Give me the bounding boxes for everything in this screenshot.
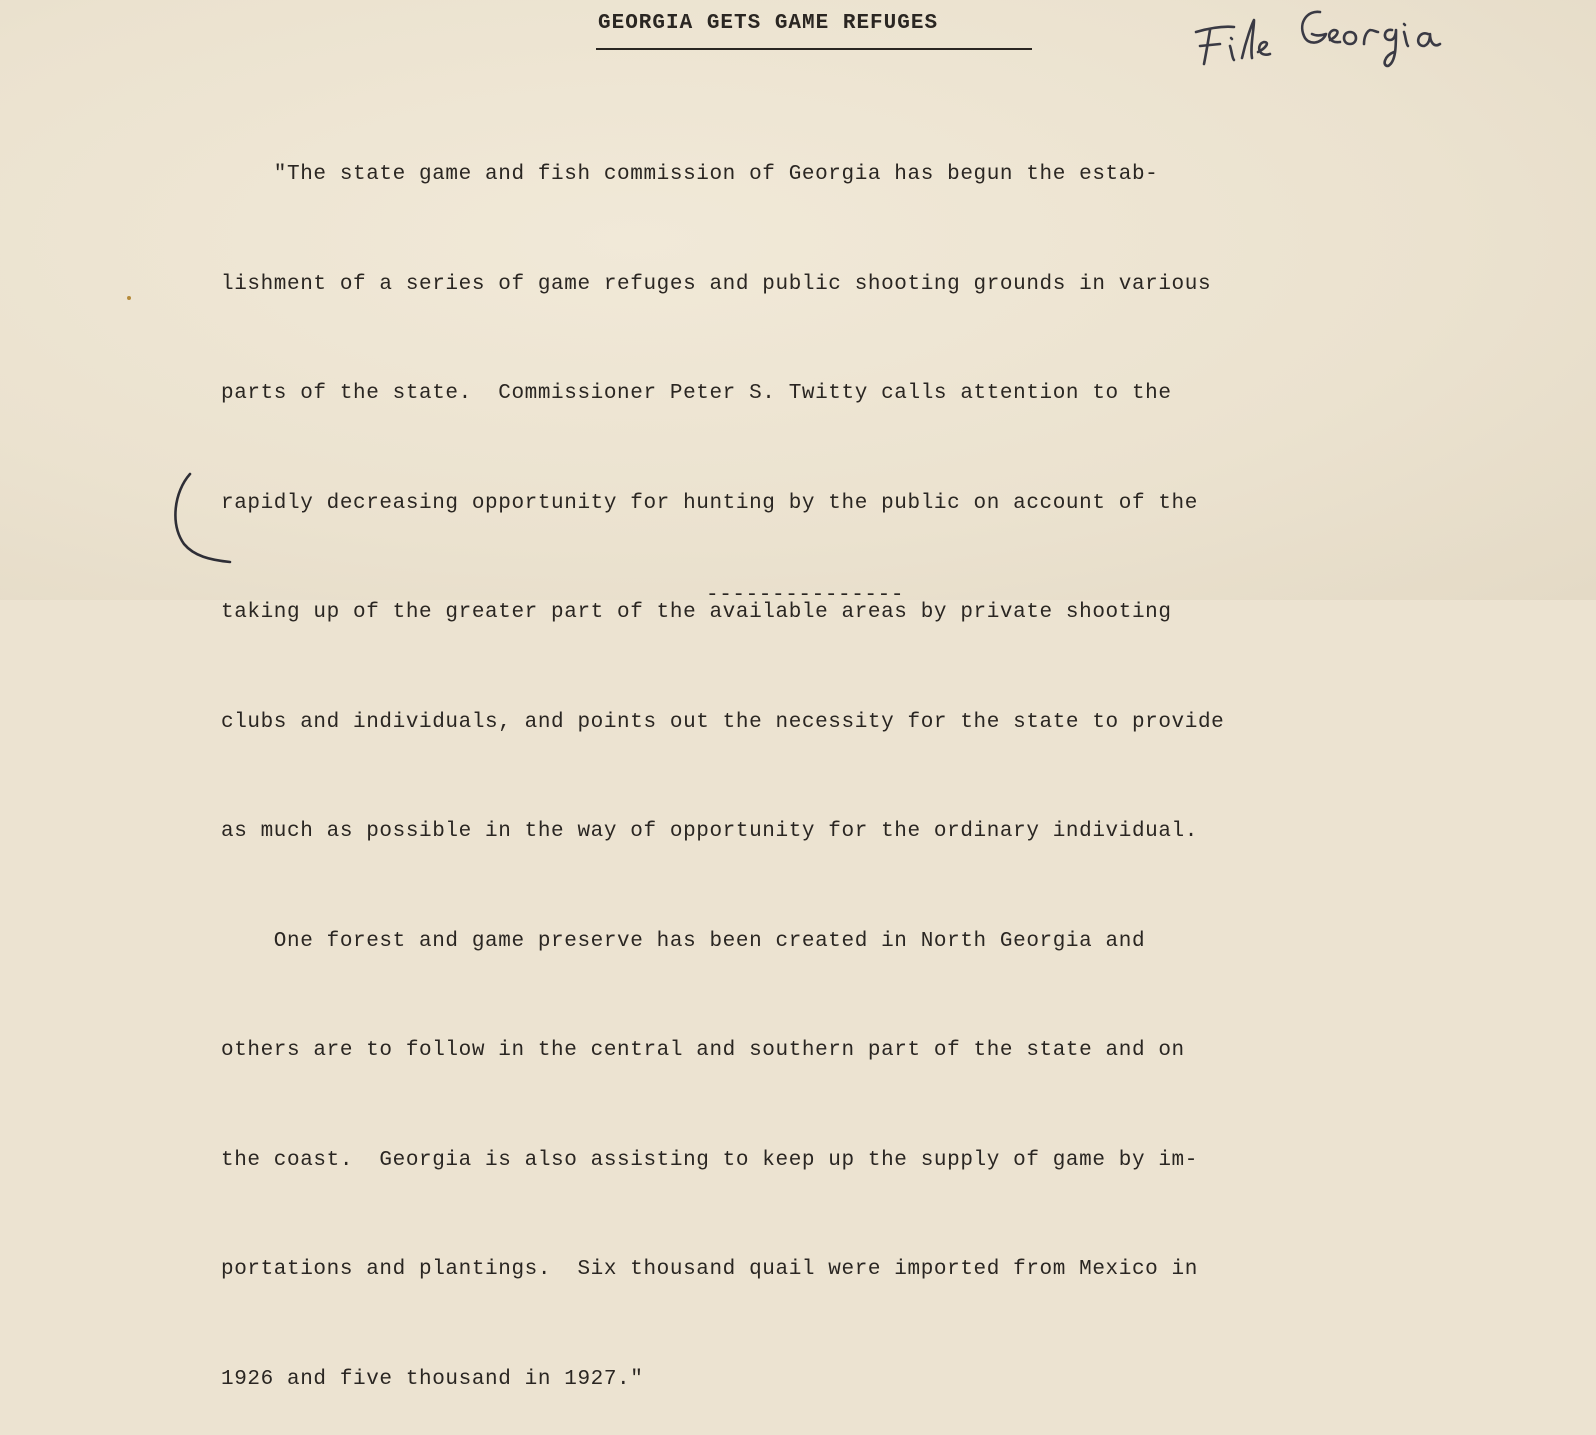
body-line: portations and plantings. Six thousand quail were imported from Mexico in [221,1258,1198,1281]
handwritten-note [1190,0,1510,82]
document-title: GEORGIA GETS GAME REFUGES [598,12,939,35]
body-line: lishment of a series of game refuges and public shooting grounds in various [221,272,1212,296]
body-line: as much as possible in the way of opportunity for the ordinary individual. [221,820,1198,843]
body-line: parts of the state. Commissioner Peter S. Twitty calls attention to the [221,382,1172,405]
body-line: clubs and individuals, and points out the necessity for the state to provide [221,710,1225,734]
body-line: taking up of the greater part of the available areas by private shooting [221,601,1172,624]
body-line: 1926 and five thousand in 1927." [221,1367,644,1391]
section-separator: --------------- [706,584,905,607]
handwritten-bracket [168,470,248,570]
title-underline [596,48,1032,50]
body-line: "The state game and fish commission of Georgia has begun the estab- [221,163,1159,186]
body-text [221,84,1224,1435]
body-line: the coast. Georgia is also assisting to keep up the supply of game by im- [221,1148,1198,1172]
body-line: rapidly decreasing opportunity for hunting by the public on account of the [221,491,1198,515]
paper-speck [127,296,131,300]
body-line: One forest and game preserve has been created in North Georgia and [221,929,1146,953]
body-line: others are to follow in the central and southern part of the state and on [221,1039,1185,1062]
